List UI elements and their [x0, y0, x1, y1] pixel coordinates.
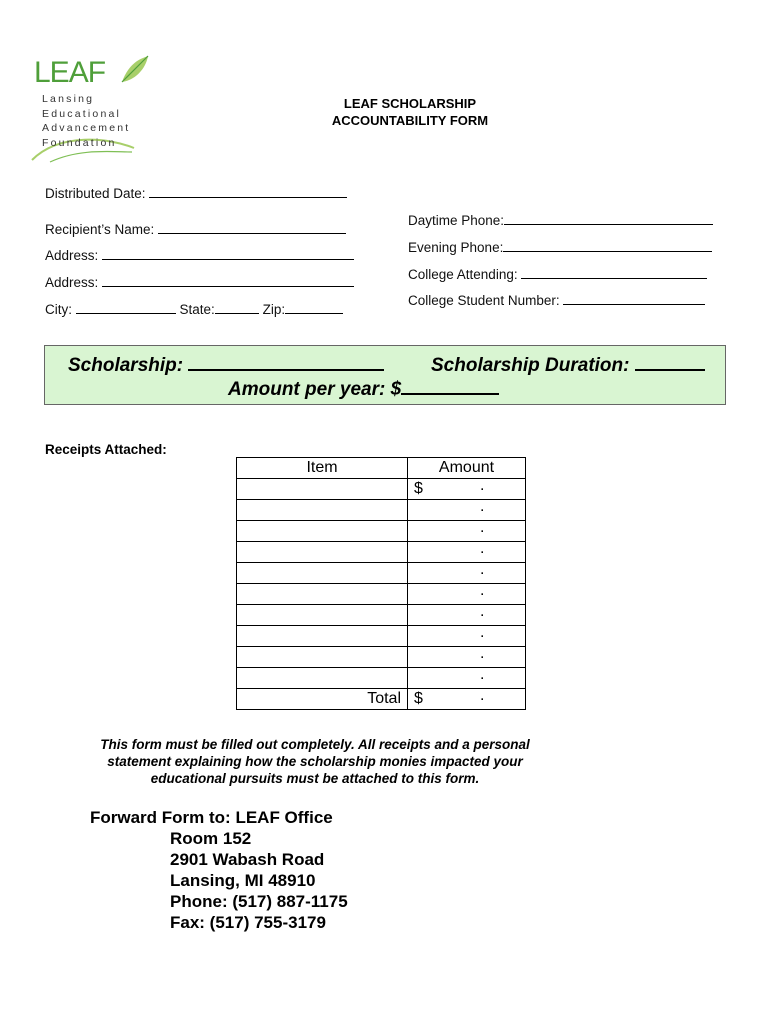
decimal-point: .	[480, 498, 485, 515]
item-header: Item	[237, 458, 408, 479]
decimal-point: .	[480, 519, 485, 536]
distributed-date-line[interactable]	[149, 184, 347, 198]
amount-cell[interactable]	[408, 500, 526, 521]
college-student-number-label: College Student Number:	[408, 293, 560, 308]
item-cell[interactable]	[237, 500, 408, 521]
table-row	[237, 584, 526, 605]
evening-phone-line[interactable]	[503, 238, 712, 252]
logo-line: Educational	[42, 107, 122, 120]
amount-cell[interactable]	[408, 542, 526, 563]
college-attending-line[interactable]	[521, 265, 707, 279]
scholarship-duration-label: Scholarship Duration:	[431, 355, 630, 376]
address-room: Room 152	[170, 829, 252, 848]
recipient-name-field[interactable]	[45, 220, 346, 237]
office-address	[170, 828, 348, 933]
note-line-1: This form must be filled out completely. All receipts and a personal	[100, 737, 530, 752]
state-line[interactable]	[215, 300, 259, 314]
item-cell[interactable]	[237, 584, 408, 605]
table-row	[237, 605, 526, 626]
logo-wordmark: LEAF	[34, 56, 106, 89]
distributed-date-label: Distributed Date:	[45, 186, 146, 201]
total-dollar-sign: $	[414, 690, 423, 707]
title-line-1: LEAF SCHOLARSHIP	[343, 96, 477, 111]
college-attending-field[interactable]	[408, 265, 707, 282]
amount-cell[interactable]	[408, 647, 526, 668]
item-cell[interactable]	[237, 647, 408, 668]
item-cell[interactable]	[237, 563, 408, 584]
note-line-3: educational pursuits must be attached to this form.	[150, 771, 480, 786]
title-line-2: ACCOUNTABILITY FORM	[331, 113, 489, 128]
instructions-note	[60, 736, 570, 787]
total-amount-cell[interactable]	[408, 689, 526, 710]
receipts-label: Receipts Attached:	[45, 442, 167, 457]
receipts-table	[236, 457, 526, 710]
college-attending-label: College Attending:	[408, 267, 518, 282]
decimal-point: .	[480, 561, 485, 578]
decimal-point: .	[480, 582, 485, 599]
item-cell[interactable]	[237, 605, 408, 626]
table-row	[237, 647, 526, 668]
daytime-phone-line[interactable]	[504, 211, 713, 225]
table-header-row	[237, 458, 526, 479]
logo-text	[42, 92, 130, 150]
decimal-point: .	[480, 645, 485, 662]
amount-cell[interactable]	[408, 605, 526, 626]
city-line[interactable]	[76, 300, 176, 314]
note-line-2: statement explaining how the scholarship monies impacted your	[107, 754, 523, 769]
decimal-point: .	[480, 624, 485, 641]
amount-cell[interactable]	[408, 563, 526, 584]
table-row	[237, 668, 526, 689]
scholarship-line[interactable]	[188, 351, 384, 371]
address-label-1: Address:	[45, 248, 99, 263]
address-phone: Phone: (517) 887-1175	[170, 892, 348, 911]
logo-line: Lansing	[42, 93, 95, 105]
amount-cell[interactable]	[408, 626, 526, 647]
scholarship-duration-line[interactable]	[635, 351, 705, 371]
city-state-zip-field[interactable]	[45, 300, 343, 317]
amount-cell[interactable]	[408, 521, 526, 542]
dollar-sign: $	[414, 480, 423, 497]
address-city: Lansing, MI 48910	[170, 871, 316, 890]
address-line-1[interactable]	[102, 246, 354, 260]
address-street: 2901 Wabash Road	[170, 850, 325, 869]
decimal-point: .	[480, 603, 485, 620]
amount-cell[interactable]	[408, 668, 526, 689]
logo-line: Foundation	[42, 136, 117, 149]
form-title	[300, 95, 520, 129]
item-cell[interactable]	[237, 479, 408, 500]
address-line-2[interactable]	[102, 273, 354, 287]
state-label: State:	[179, 302, 215, 317]
address-field-1[interactable]	[45, 246, 354, 263]
scholarship-duration-field[interactable]	[431, 351, 705, 377]
table-row	[237, 500, 526, 521]
table-row	[237, 542, 526, 563]
address-fax: Fax: (517) 755-3179	[170, 913, 326, 932]
daytime-phone-field[interactable]	[408, 211, 713, 228]
total-label: Total	[237, 689, 408, 710]
decimal-point: .	[480, 540, 485, 557]
table-row	[237, 626, 526, 647]
item-cell[interactable]	[237, 542, 408, 563]
amount-cell[interactable]	[408, 584, 526, 605]
college-student-number-field[interactable]	[408, 291, 705, 308]
item-cell[interactable]	[237, 668, 408, 689]
table-row	[237, 479, 526, 500]
total-decimal-point: .	[480, 687, 485, 704]
decimal-point: .	[480, 477, 485, 494]
table-total-row	[237, 689, 526, 710]
amount-header: Amount	[408, 458, 526, 479]
logo-line: Advancement	[42, 122, 131, 134]
amount-cell[interactable]	[408, 479, 526, 500]
table-row	[237, 563, 526, 584]
zip-label: Zip:	[262, 302, 286, 317]
college-student-number-line[interactable]	[563, 291, 705, 305]
recipient-name-line[interactable]	[158, 220, 346, 234]
evening-phone-label: Evening Phone:	[408, 240, 504, 255]
amount-per-year-field[interactable]	[228, 375, 499, 401]
scholarship-field[interactable]	[68, 351, 384, 377]
scholarship-label: Scholarship:	[68, 355, 184, 376]
distributed-date-field[interactable]	[45, 184, 347, 201]
table-row	[237, 521, 526, 542]
city-label: City:	[45, 302, 72, 317]
daytime-phone-label: Daytime Phone:	[408, 213, 505, 228]
amount-per-year-line[interactable]	[401, 375, 499, 395]
address-field-2[interactable]	[45, 273, 354, 290]
amount-per-year-label: Amount per year: $	[228, 379, 402, 400]
evening-phone-field[interactable]	[408, 238, 712, 255]
decimal-point: .	[480, 666, 485, 683]
zip-line[interactable]	[285, 300, 343, 314]
item-cell[interactable]	[237, 521, 408, 542]
address-label-2: Address:	[45, 275, 99, 290]
item-cell[interactable]	[237, 626, 408, 647]
forward-label: Forward Form to: LEAF Office	[90, 808, 333, 827]
recipient-name-label: Recipient’s Name:	[45, 222, 155, 237]
